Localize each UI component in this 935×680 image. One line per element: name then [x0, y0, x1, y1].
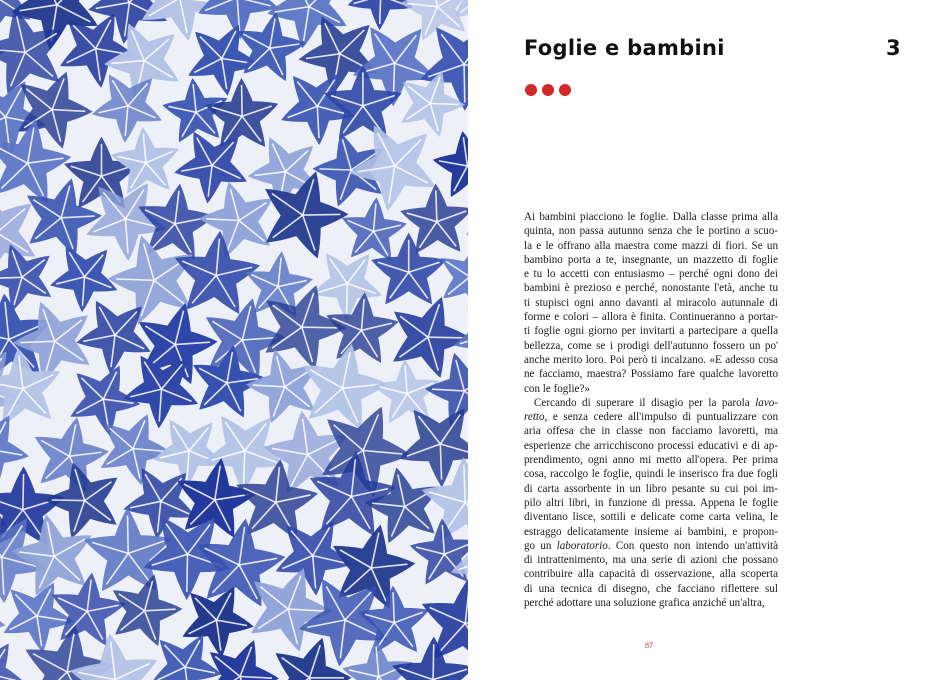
text-line: la e le offrano alla maestra come mazzi di fiori. Se un: [524, 239, 778, 252]
text-line: Cercando di superare il disagio per la parola lavo-: [534, 396, 778, 409]
chapter-title: Foglie e bambini: [524, 36, 725, 60]
text-line: prendimento, ogni anno mi metto all'opera. Per prima: [524, 454, 778, 467]
decorative-dots: [525, 84, 571, 96]
text-line: contribuire alla capacità di osservazione, alla scoperta: [524, 568, 778, 581]
text-line: retto, e senza cedere all'impulso di puntualizzare con: [524, 411, 778, 424]
text-line: anche merito loro. Poi però ti incalzano. «E adesso cosa: [524, 353, 778, 366]
red-dot: [542, 84, 554, 96]
text-line: bambini è prezioso e perché, nonostante l'età, anche tu: [524, 282, 778, 295]
red-dot: [525, 84, 537, 96]
italic-term: retto: [524, 411, 545, 424]
text-page: [468, 0, 935, 680]
body-text: [524, 210, 778, 610]
text-line: di intrattenimento, ma una serie di azioni che possano: [524, 554, 778, 567]
text-line: di carta assorbente in un libro pesante su cui poi im-: [524, 482, 778, 495]
text-line: aria offesa che in classe non facciamo lavoretti, ma: [524, 425, 778, 438]
text-line: perché adottare una soluzione grafica anziché un'altra,: [524, 597, 765, 610]
text-line: Ai bambini piacciono le foglie. Dalla classe prima alla: [524, 211, 778, 223]
paragraph-1: [524, 210, 778, 396]
page-number: 87: [645, 641, 653, 650]
text-line: forme e colori – allora è finita. Continueranno a portar-: [524, 311, 778, 324]
text-line: bambino porta a te, insegnante, un mazzetto di foglie: [524, 253, 778, 266]
text-line: di una tecnica di disegno, che facciano riflettere sul: [524, 582, 778, 595]
italic-term: lavo-: [755, 396, 778, 409]
text-line: pilo altri libri, in funzione di pressa. Appena le foglie: [524, 496, 778, 509]
leaf-print: [0, 631, 29, 680]
text-line: con le foglie?»: [524, 382, 590, 395]
text-line: ti stupisci ogni anno davanti al miracolo autunnale di: [524, 296, 778, 309]
text-line: diventano lisce, sottili e delicate come carta velina, le: [524, 511, 778, 524]
red-dot: [559, 84, 571, 96]
text-line: cosa, raccolgo le foglie, quindi le inserisco fra due fogli: [524, 468, 778, 481]
chapter-number: 3: [886, 36, 901, 60]
text-line: quinta, non passa autunno senza che le portino a scuo-: [524, 225, 778, 238]
text-line: ne facciamo, maestra? Possiamo fare qualche lavoretto: [524, 368, 778, 381]
text-line: estraggo delicatamente insieme ai bambini, e propon-: [524, 525, 778, 538]
leaf-print: [457, 181, 468, 271]
text-line: esperienze che arricchiscono processi educativi e di ap-: [524, 439, 778, 452]
paragraph-2: [524, 396, 778, 610]
text-line: bellezza, come se i prodigi dell'autunno fossero un po': [524, 339, 778, 352]
text-line: ti foglie ogni giorno per invitarti a partecipare a quella: [524, 325, 778, 338]
italic-term: laboratorio: [556, 539, 608, 552]
text-line: e tu lo accetti con entusiasmo – perché ogni dono dei: [524, 268, 778, 281]
text-line: go un laboratorio. Con questo non intendo un'attività: [524, 539, 778, 552]
